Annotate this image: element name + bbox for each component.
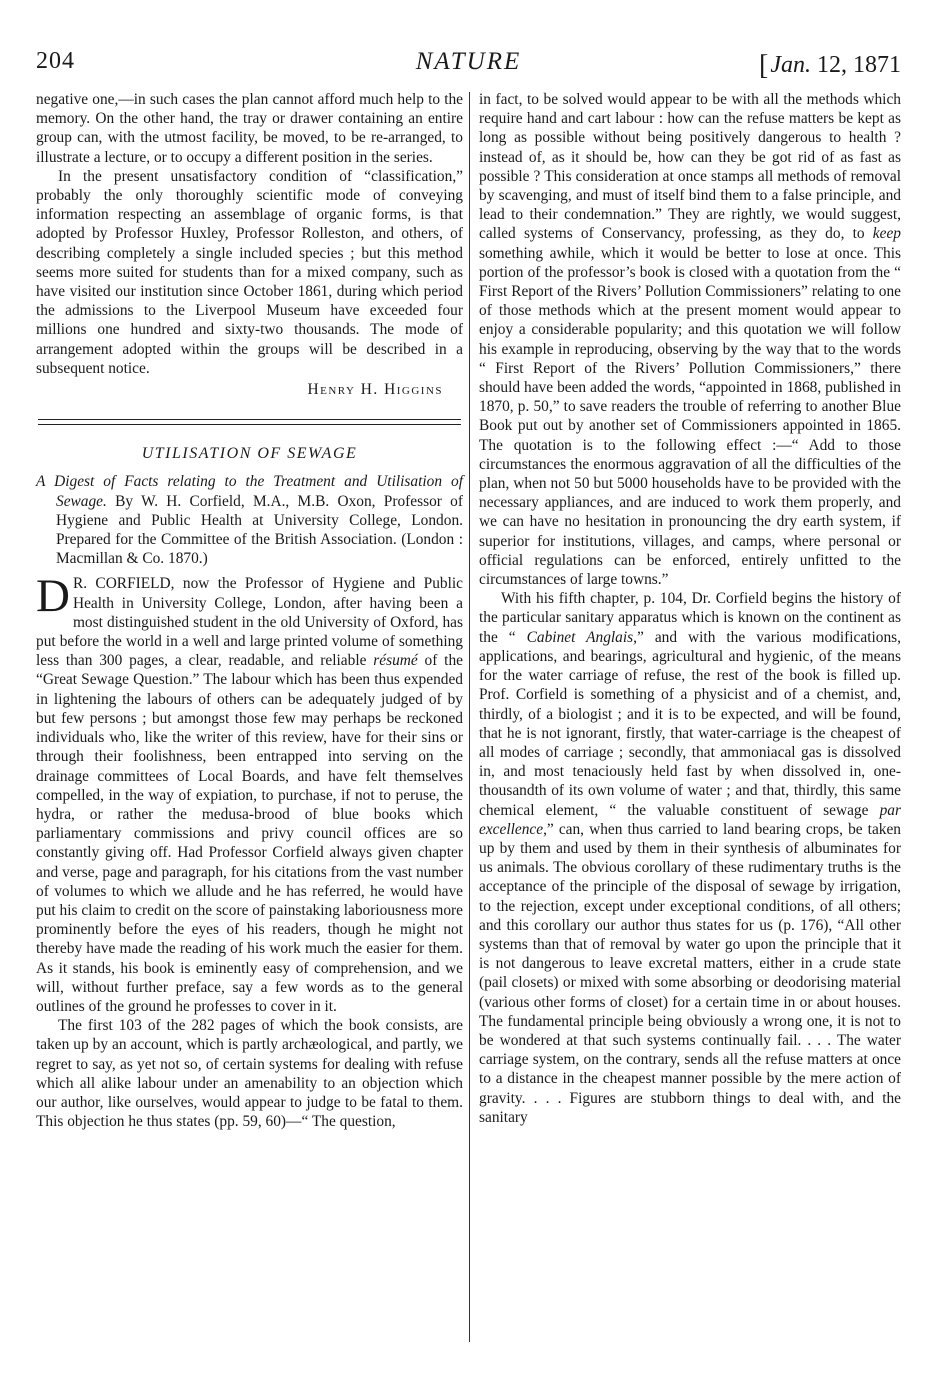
issue-date: [759, 48, 901, 80]
paragraph: [479, 589, 901, 1127]
text-run: something awhile, which it would be better to lose at once. This portion of the professor’s book is closed with a quotation from the “ First Report of the Rivers’ Pollution Commissioners” relating to one of those methods which at the present moment would appear to enjoy a considerable popularity; and this quotation we will follow his example in reproducing, observing by the way that to the words “ First Report of the Rivers’ Pollution Commissioners,” there should have been added the words, “appointed in 1868, published in 1870, p. 50,” to save readers the trouble of referring to another Blue Book put out by another set of Commissioners appointed in 1865. The quotation is to the following effect :—“ Add to those circumstances the enormous aggravation of all the difficulties of the plan, when not 50 but 5000 households have to be provided with the necessary appliances, and are induced to work them properly, and we can have no hesitation in pronouncing the dry earth system, if superior for institutions, villages, and camps, where personal or official regulations can be enforced, entirely unfitted to the circumstances of large towns.”: [479, 244, 901, 589]
page-number: 204: [36, 48, 75, 74]
section-divider: [38, 419, 461, 425]
book-title: A Digest of Facts relating to the Treatment and Utilisation of Sewage.: [36, 473, 463, 510]
text-run: ,” can, when thus carried to land bearing crops, be taken up by them and used by them in their synthesis of albuminates for us animals. The obvious corollary of these rudimentary truths is the acceptance of the principle of the disposal of sewage by irrigation, to the rejection, except under exceptional conditions, of all others; and this corollary our author thus states for us (p. 176), “All other systems than that of removal by water go upon the principle that it is not dangerous to leave excretal matters, either in a crude state (pail closets) or mixed with some absorbing or deodorising material (various other forms of closet) for a certain time in or about houses. The fundamental principle being obviously a wrong one, it is not to be wondered at that such systems continually fail. . . . The water carriage system, on the contrary, sends all the refuse matters at once to a distance in the cheapest manner possible by the mere action of gravity. . . . Figures are stubborn things to deal with, and the sanitary: [479, 820, 901, 1126]
paragraph: The first 103 of the 282 pages of which the book consists, are taken up by an account, which is partly archæological, and partly, we regret to say, as yet not so, of certain systems for dealing with refuse which all alike labour under an amenability to an objection which our author, like ourselves, would appear to judge to be fatal to them. This objection he thus states (pp. 59, 60)—“ The question,: [36, 1017, 463, 1131]
paragraph: In the present unsatisfactory condition of “classification,” probably the only thoroughly scientific mode of conveying information respecting an assemblage of organic forms, is that adopted by Professor Huxley, Professor Rolleston, and others, of describing completely a single included species ; but this method seems more suited for students than for a mixed company, such as have visited our institution since October 1861, during which period the admissions to the Liverpool Museum have exceeded four millions one hundred and sixty-two thousands. The mode of arrangement adopted within the groups will be described in a subsequent notice.: [36, 167, 463, 377]
opening-lead: R. CORFIELD,: [72, 575, 175, 593]
text-run: of the “Great Sewage Question.” The labour which has been thus expended in lightening the labours of others can be adequately judged of by but few persons ; but amongst those few may perhaps be reckoned individuals who, like the writer of this review, have for their sins or through their foolishness, been entrapped into serving on the drainage committees of Local Boards, and have felt themselves compelled, in the way of expiation, to purchase, if not to peruse, the hydra, or rather the medusa-brood of blue books which parliamentary commissions and privy council offices are so constantly giving off. Had Professor Corfield always given chapter and verse, page and paragraph, for his citations from the vast number of volumes to which we allude and he has referred, he would have put his claim to credit on the score of painstaking laboriousness more prominently before the eyes of his readers, though he might not thereby have made the reading of his work much the easier for them. As it stands, his book is eminently easy of comprehension, and we will, without further preface, say a few words as to the general outlines of the ground he professes to cover in it.: [36, 652, 463, 1015]
article-title: UTILISATION OF SEWAGE: [141, 445, 358, 463]
page-header: [36, 48, 901, 82]
text-run: ,” and with the various modifications, applications, and bearings, agricultural and hygienic, of the means for the water carriage of refuse, the rest of the book is filled up. Prof. Corfield is something of a physicist and of a chemist, and, thirdly, of a biologist ; and it is to be expected, and will be found, that he is not ignorant, firstly, that water-carriage is the cheapest of all modes of carriage ; secondly, that ammoniacal gas is dissolved in, and most tenaciously held fast by when dissolved in, one-thousandth of its own volume of water ; and that, thirdly, this same chemical element, “ the valuable constituent of sewage: [479, 628, 901, 819]
book-citation: [36, 472, 463, 568]
date-month: Jan.: [770, 52, 811, 78]
date-bracket: [: [759, 50, 769, 81]
paragraph: negative one,—in such cases the plan cannot afford much help to the memory. On the other hand, the tray or drawer containing an entire group can, with the utmost facility, be moved, to be re-arranged, to illustrate a lecture, or to occupy a different position in the series.: [36, 91, 463, 166]
text-run: With his fifth chapter, p. 104, Dr. Corfield begins the history of the particular sanitary apparatus which is known on the continent as the “: [479, 590, 901, 646]
book-details: By W. H. Corfield, M.A., M.B. Oxon, Professor of Hygiene and Public Health at University College, London. Prepared for the Committee of the British Association. (London : Macmillan & Co. 1870.): [56, 492, 463, 568]
journal-title: NATURE: [415, 48, 522, 75]
emphasis: par excellence: [479, 801, 901, 838]
emphasis: résumé: [373, 652, 418, 670]
text-run: now the Professor of Hygiene and Public Health in University College, London, after having been a most distinguished student in the old University of Oxford, has put before the world in a well and large printed volume of something less than 300 pages, a clear, readable, and reliable: [36, 575, 463, 670]
emphasis: Cabinet Anglais: [526, 628, 634, 646]
date-rest: 12, 1871: [811, 52, 901, 78]
left-column: [36, 90, 463, 1131]
right-column: [479, 90, 901, 1127]
column-divider: [469, 92, 470, 1342]
paragraph: [479, 90, 901, 589]
author-signature: Henry H. Higgins: [307, 381, 443, 399]
drop-cap: D: [36, 570, 70, 623]
text-run: in fact, to be solved would appear to be with all the methods which require hand and cart labour : how can the refuse matters be kept as long as possible without being positively dangerous to health ? instead of, as it should be, how can they be got rid of as fast as possible ? This consideration at once stamps all methods of removal by scavenging, and must of itself bind them to a false principle, and lead to their condemnation.” They are rightly, we would suggest, called systems of Conservancy, professing, as they do, to: [479, 91, 901, 243]
emphasis: keep: [872, 225, 901, 243]
article-opening-paragraph: [36, 570, 463, 1016]
